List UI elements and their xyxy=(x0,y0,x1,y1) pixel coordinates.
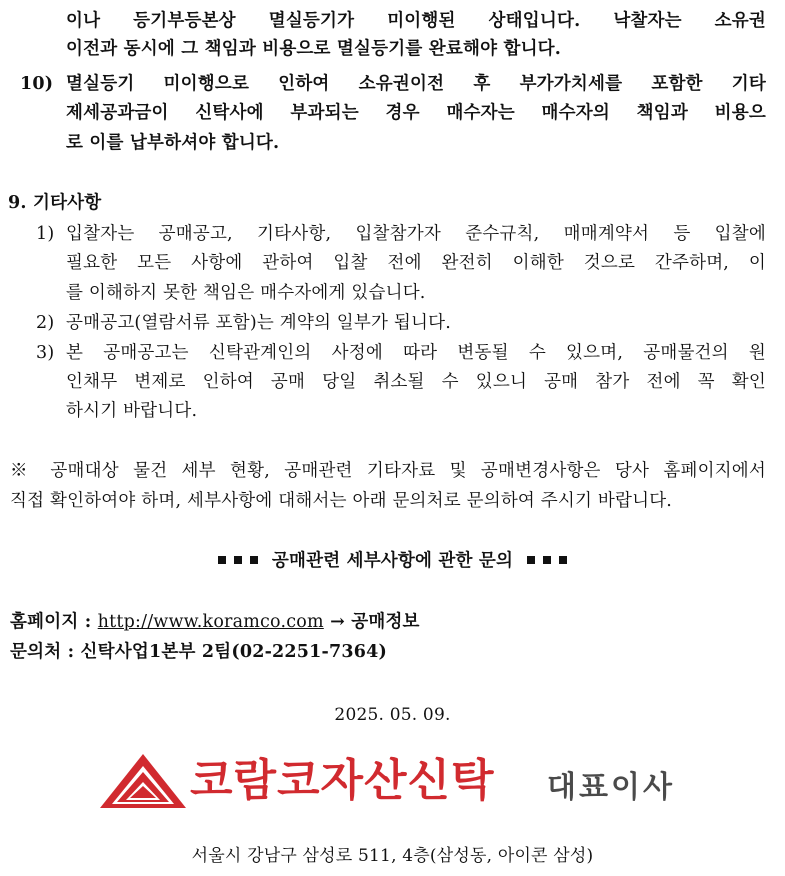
item1-line-3: 를 이해하지 못한 책임은 매수자에게 있습니다. xyxy=(66,283,426,303)
company-name: 코람코자산신탁 xyxy=(190,755,495,806)
ceo-title: 대표이사 xyxy=(547,770,675,805)
item1-number: 1) xyxy=(36,224,55,244)
inquiry-title xyxy=(0,548,785,574)
item10-line-2: 제세공과금이 신탁사에 부과되는 경우 매수자는 매수자의 책임과 비용으 xyxy=(66,103,766,123)
company-address: 서울시 강남구 삼성로 511, 4층(삼성동, 아이콘 삼성) xyxy=(191,846,594,866)
item10-number: 10) xyxy=(20,74,54,94)
homepage-link[interactable]: http://www.koramco.com xyxy=(97,612,324,632)
contact-line: 문의처 : 신탁사업1본부 2팀(02-2251-7364) xyxy=(10,642,387,662)
continued-line-1: 이나 등기부등본상 멸실등기가 미이행된 상태입니다. 낙찰자는 소유권 xyxy=(66,11,766,31)
note-line-2: 직접 확인하여야 하며, 세부사항에 대해서는 아래 문의처로 문의하여 주시기 바랍니다. xyxy=(10,491,673,511)
koramco-logo-icon xyxy=(98,752,188,810)
item2-line-1: 공매공고(열람서류 포함)는 계약의 일부가 됩니다. xyxy=(66,313,451,333)
section9-heading: 9. 기타사항 xyxy=(8,193,102,213)
homepage-suffix: → 공매정보 xyxy=(323,612,420,632)
item10-line-3: 로 이를 납부하셔야 합니다. xyxy=(66,133,280,153)
continued-line-2: 이전과 동시에 그 책임과 비용으로 멸실등기를 완료해야 합니다. xyxy=(66,39,562,59)
item3-number: 3) xyxy=(36,343,55,363)
item1-line-2: 필요한 모든 사항에 관하여 입찰 전에 완전히 이해한 것으로 간주하며, 이 xyxy=(66,253,766,273)
square-bullet-icon xyxy=(559,556,567,564)
item2-number: 2) xyxy=(36,313,55,333)
notice-date: 2025. 05. 09. xyxy=(334,705,451,725)
square-bullet-icon xyxy=(527,556,535,564)
item1-line-1: 입찰자는 공매공고, 기타사항, 입찰참가자 준수규칙, 매매계약서 등 입찰에 xyxy=(66,224,766,244)
item3-line-2: 인채무 변제로 인하여 공매 당일 취소될 수 있으니 공매 참가 전에 꼭 확인 xyxy=(66,372,766,392)
note-line-1: ※ 공매대상 물건 세부 현황, 공매관련 기타자료 및 공매변경사항은 당사 홈페이지에서 xyxy=(10,461,766,481)
homepage-row xyxy=(10,609,420,635)
square-bullet-icon xyxy=(543,556,551,564)
item10-line-1: 멸실등기 미이행으로 인하여 소유권이전 후 부가가치세를 포함한 기타 xyxy=(66,74,766,94)
square-bullet-icon xyxy=(250,556,258,564)
square-bullet-icon xyxy=(218,556,226,564)
square-bullet-icon xyxy=(234,556,242,564)
item3-line-3: 하시기 바랍니다. xyxy=(66,401,198,421)
item3-line-1: 본 공매공고는 신탁관계인의 사정에 따라 변동될 수 있으며, 공매물건의 원 xyxy=(66,343,766,363)
homepage-label: 홈페이지 : xyxy=(10,612,98,632)
inquiry-title-text: 공매관련 세부사항에 관한 문의 xyxy=(271,551,514,571)
